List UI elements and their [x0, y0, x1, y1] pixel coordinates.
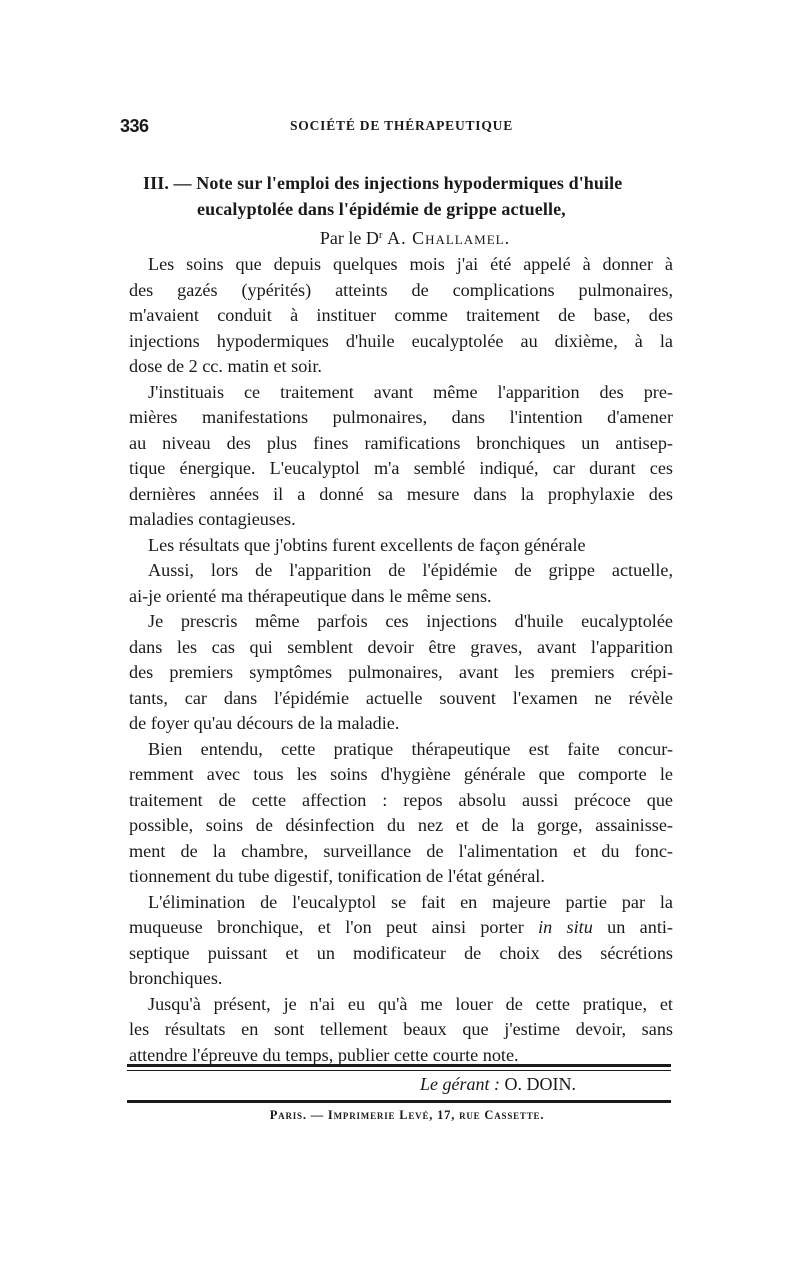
- text-line: ai-je orienté ma thérapeutique dans le même sens.: [129, 585, 492, 606]
- text-line: au niveau des plus fines ramifications bronchiques un antisep-: [129, 432, 673, 453]
- text-segment: muqueuse bronchique, et l'on peut ainsi porter: [129, 917, 539, 937]
- text-line: septique puissant et un modificateur de choix des sécrétions: [129, 942, 673, 963]
- text-line: dans les cas qui semblent devoir être graves, avant l'apparition: [129, 636, 673, 657]
- text-line: dose de 2 cc. matin et soir.: [129, 356, 322, 376]
- text-line: injections hypodermiques d'huile eucalyptolée au dixième, à la: [129, 330, 673, 351]
- paragraph: [129, 992, 673, 1069]
- paragraph: [129, 737, 673, 890]
- paragraph: [129, 533, 673, 559]
- paragraph: [129, 380, 673, 533]
- byline: [0, 222, 800, 251]
- journal-title: SOCIÉTÉ DE THÉRAPEUTIQUE: [290, 118, 514, 133]
- divider: [127, 1070, 671, 1071]
- text-line: L'élimination de l'eucalyptol se fait en majeure partie par la: [148, 891, 673, 912]
- manager-signature: [420, 1074, 576, 1095]
- divider: [127, 1064, 671, 1067]
- text-line: des premiers symptômes pulmonaires, avant les premiers crépi-: [129, 662, 673, 682]
- text-line: bronchiques.: [129, 968, 223, 988]
- page-number: 336: [120, 116, 149, 136]
- text-segment: un anti-: [592, 917, 673, 937]
- text-line: [129, 915, 673, 941]
- printer-imprint: Paris. — Imprimerie Levé, 17, rue Cassette.: [269, 1108, 545, 1122]
- running-head: [120, 116, 675, 140]
- text-line: remment avec tous les soins d'hygiène générale que comporte le: [129, 764, 673, 784]
- text-line: Je prescris même parfois ces injections d'huile eucalyptolée: [148, 611, 673, 631]
- article-title-line-2: eucalyptolée dans l'épidémie de grippe actuelle,: [197, 199, 566, 219]
- text-line: traitement de cette affection : repos absolu aussi précoce que: [129, 789, 673, 810]
- manager-name: O. DOIN.: [504, 1074, 576, 1094]
- text-line: mières manifestations pulmonaires, dans l'intention d'amener: [129, 407, 673, 427]
- closing-rule: [127, 1064, 671, 1071]
- byline-sup: r: [378, 229, 383, 241]
- paragraph: [129, 558, 673, 609]
- divider: [127, 1100, 671, 1103]
- text-line: des gazés (ypérités) atteints de complications pulmonaires,: [129, 279, 673, 300]
- author-name: A. Challamel.: [387, 228, 511, 248]
- text-line: J'instituais ce traitement avant même l'apparition des pre-: [148, 381, 673, 402]
- text-line: m'avaient conduit à instituer comme traitement de base, des: [129, 305, 673, 325]
- manager-label: Le gérant :: [420, 1074, 500, 1094]
- text-line: les résultats en sont tellement beaux que j'estime devoir, sans: [129, 1019, 673, 1039]
- article-title-line-1: III. — Note sur l'emploi des injections hypodermiques d'huile: [143, 173, 623, 193]
- text-line: Les soins que depuis quelques mois j'ai été appelé à donner à: [148, 254, 673, 274]
- article-title: [143, 170, 683, 222]
- text-line: tionnement du tube digestif, tonification de l'état général.: [129, 866, 545, 886]
- article-body: [129, 252, 673, 1068]
- text-line: Jusqu'à présent, je n'ai eu qu'à me louer de cette pratique, et: [148, 993, 673, 1014]
- paragraph: [129, 890, 673, 992]
- text-line: Les résultats que j'obtins furent excellents de façon générale: [148, 534, 586, 555]
- text-line: maladies contagieuses.: [129, 509, 296, 529]
- paragraph: [129, 609, 673, 737]
- text-line: ment de la chambre, surveillance de l'alimentation et du fonc-: [129, 840, 673, 861]
- text-line: attendre l'épreuve du temps, publier cette courte note.: [129, 1044, 519, 1065]
- paragraph: [129, 252, 673, 380]
- text-line: de foyer qu'au décours de la maladie.: [129, 713, 400, 733]
- text-line: tique énergique. L'eucalyptol m'a semblé indiqué, car durant ces: [129, 458, 673, 478]
- text-line: tants, car dans l'épidémie actuelle souvent l'examen ne révèle: [129, 687, 673, 708]
- byline-prefix: Par le D: [319, 228, 379, 248]
- text-line: dernières années il a donné sa mesure dans la prophylaxie des: [129, 483, 673, 504]
- text-line: possible, soins de désinfection du nez et de la gorge, assainisse-: [129, 815, 673, 835]
- italic-term: in situ: [538, 917, 593, 937]
- text-line: Aussi, lors de l'apparition de l'épidémie de grippe actuelle,: [148, 560, 673, 580]
- text-line: Bien entendu, cette pratique thérapeutique est faite concur-: [148, 738, 673, 759]
